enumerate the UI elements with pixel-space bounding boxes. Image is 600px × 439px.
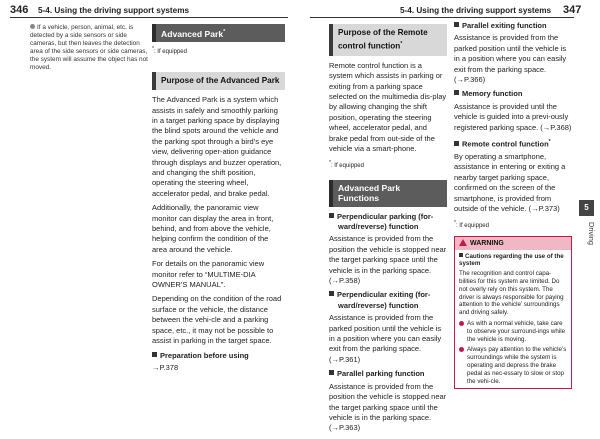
column-3 bbox=[329, 24, 447, 438]
chapter-tab[interactable]: 5 bbox=[579, 200, 594, 216]
equip-text-3: : If equipped bbox=[455, 223, 489, 230]
right-section-title: 5-4. Using the driving support systems bbox=[400, 6, 552, 15]
bullet-note bbox=[30, 24, 148, 72]
parallel-exiting-title: Parallel exiting function bbox=[462, 21, 547, 30]
warning-header bbox=[455, 237, 571, 250]
perp-parking-text: Assistance is provided from the position the vehicle is stopped near the target parking space until the vehicle is in the parking space. (→P.358) bbox=[329, 234, 447, 286]
column-4 bbox=[454, 21, 572, 389]
parallel-exiting-text: Assistance is provided from the parked position until the vehicle is in a position where you can easily exit from the parking space. (→P.366) bbox=[454, 33, 567, 85]
purpose-paragraph-4: Depending on the condition of the road surface or the vehicle, the distance between the vehi-cle and a parking space, etc., it may not be possible to assist in parking in the target space. bbox=[152, 294, 282, 346]
equip-text: : If equipped bbox=[153, 49, 187, 56]
title-mark: * bbox=[223, 29, 226, 35]
square-bullet-icon bbox=[329, 213, 334, 218]
warning-subheading bbox=[459, 253, 567, 269]
warning-triangle-icon bbox=[459, 239, 467, 246]
parallel-parking-text: Assistance is provided from the position the vehicle is stopped near the target parking space until the vehicle is in the parking space. (→P.363) bbox=[329, 381, 447, 433]
perp-exiting-text: Assistance is provided from the parked position until the vehicle is in a position where you can easily exit from the parking space. (→P.361) bbox=[329, 313, 442, 364]
square-bullet-icon bbox=[454, 22, 459, 27]
functions-heading: Advanced Park Functions bbox=[329, 180, 447, 207]
square-bullet-icon bbox=[454, 90, 459, 95]
perp-parking-heading bbox=[329, 212, 447, 233]
warning-bullet-icon bbox=[459, 347, 464, 352]
note-text: If a vehicle, person, animal, etc. is detected by a side sensors or side cameras, but then leaves the detection area of the side sensors or side cameras, the system will assume the object has not moved. bbox=[30, 24, 148, 71]
warning-item-text: As with a normal vehicle, take care to observe your surround-ings while the vehicle is moving. bbox=[467, 319, 566, 343]
chapter-label: Driving bbox=[587, 222, 596, 245]
purpose-paragraph-2: Additionally, the panoramic view monitor can display the area in front, behind, and from above the vehicle, helping confirm the condition of the area around the vehicle. bbox=[152, 203, 274, 254]
left-section-title: 5-4. Using the driving support systems bbox=[38, 6, 190, 15]
equip-text-2: : If equipped bbox=[330, 163, 364, 170]
equip-mark: * bbox=[152, 46, 154, 53]
parallel-exiting-heading bbox=[454, 21, 572, 31]
equip-mark-3: * bbox=[454, 220, 456, 227]
square-bullet-icon bbox=[459, 253, 463, 257]
preparation-heading bbox=[152, 351, 285, 361]
memory-text: Assistance is provided until the vehicle is guided into a previ-ously registered parking space. (→P.368) bbox=[454, 101, 572, 132]
warning-label: WARNING bbox=[470, 239, 504, 247]
perp-exiting-heading bbox=[329, 290, 447, 311]
if-equipped-note-3 bbox=[454, 218, 572, 231]
parallel-parking-title: Parallel parking function bbox=[337, 369, 425, 379]
advanced-park-title: Advanced Park bbox=[161, 28, 224, 39]
left-header-rule bbox=[10, 17, 288, 18]
bullet-dot-icon bbox=[30, 24, 35, 29]
remote-control-heading bbox=[454, 137, 572, 150]
square-bullet-icon bbox=[329, 370, 334, 375]
square-bullet-icon bbox=[454, 141, 459, 146]
remote-control-mark: * bbox=[548, 139, 551, 146]
purpose-heading: Purpose of the Advanced Park bbox=[152, 72, 285, 91]
remote-control-text: By operating a smartphone, assistance in entering or exiting a nearby target parking space, confirmed on the screen of the smartphone, is provided from outside of the vehicle. (→P.373) bbox=[454, 151, 566, 213]
remote-purpose-title: Purpose of the Remote control function bbox=[338, 28, 428, 51]
warning-item-text: Always pay attention to the vehicle’s surroundings while the system is operating and depress the brake pedal as nec-essary to slow or stop the vehi-cle. bbox=[467, 346, 567, 385]
if-equipped-note bbox=[152, 44, 285, 57]
perp-parking-title: Perpendicular parking (for-ward/reverse) function bbox=[337, 211, 434, 232]
preparation-reference[interactable]: →P.378 bbox=[152, 362, 179, 372]
purpose-paragraph-1: The Advanced Park is a system which assists in safely and smoothly parking in a target parking space by displaying the blind spots around the vehicle and the parking spot through a bird’s eye view, delivering oper-ation guidance through displays and buzzer operation, and changing the shift position, operating the steering wheel, accelerator pedal, and brake pedal. bbox=[152, 95, 282, 198]
remote-mark: * bbox=[400, 40, 403, 47]
column-1 bbox=[30, 24, 148, 72]
memory-heading bbox=[454, 89, 572, 99]
remote-control-title: Remote control function bbox=[462, 139, 549, 149]
warning-item bbox=[459, 346, 567, 385]
warning-box bbox=[454, 236, 572, 390]
advanced-park-heading bbox=[152, 24, 285, 42]
equip-mark-2: * bbox=[329, 160, 331, 167]
perp-exiting-title: Perpendicular exiting (for-ward/reverse) function bbox=[337, 290, 431, 310]
warning-item bbox=[459, 320, 567, 343]
preparation-title: Preparation before using bbox=[160, 350, 249, 360]
parallel-parking-heading bbox=[329, 369, 447, 379]
remote-purpose-heading bbox=[329, 24, 447, 56]
warning-subheading-text: Cautions regarding the use of the system bbox=[459, 252, 564, 268]
square-bullet-icon bbox=[152, 352, 157, 357]
purpose-paragraph-3: For details on the panoramic view monitor refer to “MULTIME-DIA OWNER’S MANUAL”. bbox=[152, 259, 265, 290]
warning-text: The recognition and control capa-bilities for this system are limited. Do not overly rely on this system. The driver is always responsible for paying attention to the vehicle’ surroundings and driving safely. bbox=[459, 270, 564, 317]
right-header-rule bbox=[310, 17, 574, 18]
warning-bullet-icon bbox=[459, 321, 464, 326]
right-page-number: 347 bbox=[563, 4, 582, 16]
square-bullet-icon bbox=[329, 291, 334, 296]
remote-purpose-text: Remote control function is a system which assists in parking or exiting from a parking space selected on the multimedia dis-play by allowing changing the shift position, operating the steering wheel, accelerator pedal, and brake pedal from out-side of the vehicle via a smart-phone. bbox=[329, 60, 447, 153]
memory-title: Memory function bbox=[462, 89, 523, 99]
left-page-number: 346 bbox=[10, 4, 29, 16]
if-equipped-note-2 bbox=[329, 158, 447, 171]
column-2 bbox=[152, 24, 285, 377]
warning-body bbox=[455, 250, 571, 389]
